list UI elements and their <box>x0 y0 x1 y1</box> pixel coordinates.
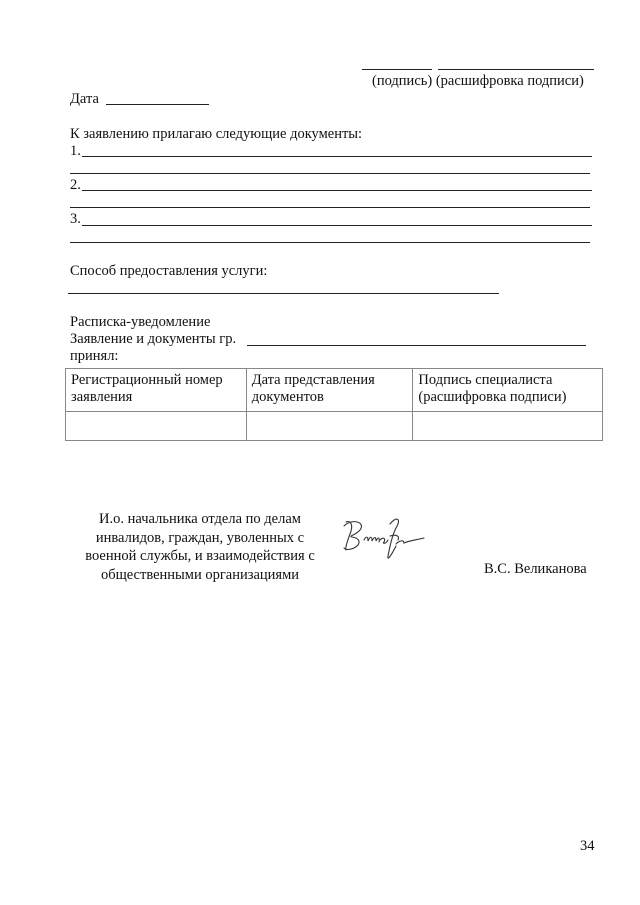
official-title: И.о. начальника отдела по делам инвалидов, граждан, уволенных с военной службы, и взаимодействия с общественными организациями <box>85 511 315 583</box>
service-method-line <box>68 293 499 294</box>
date-label: Дата <box>70 91 99 107</box>
table-header-cell: Дата представления документов <box>246 369 413 412</box>
service-method-label: Способ предоставления услуги: <box>70 263 268 279</box>
table-row <box>66 412 603 441</box>
attachment-number: 3. <box>70 211 81 227</box>
registration-table <box>65 368 603 441</box>
attachment-number: 2. <box>70 177 81 193</box>
receipt-title: Расписка-уведомление <box>70 314 211 330</box>
table-cell <box>246 412 413 441</box>
date-line <box>106 104 209 105</box>
signature-decode-line <box>438 69 594 70</box>
official-name: В.С. Великанова <box>484 561 587 577</box>
table-cell <box>413 412 603 441</box>
receipt-line-label: Заявление и документы гр. <box>70 331 237 347</box>
table-header-row <box>66 369 603 412</box>
handwritten-signature <box>338 510 430 566</box>
table-header-cell: Регистрационный номер заявления <box>66 369 247 412</box>
attachment-line <box>70 242 590 243</box>
page-number: 34 <box>580 838 595 854</box>
attachment-line <box>82 156 592 157</box>
attachment-line <box>82 190 592 191</box>
signature-caption: (подпись) (расшифровка подписи) <box>372 73 584 89</box>
attachments-title: К заявлению прилагаю следующие документы: <box>70 126 363 142</box>
table-cell <box>66 412 247 441</box>
attachment-line <box>70 173 590 174</box>
receipt-accepted: принял: <box>70 348 119 364</box>
attachment-number: 1. <box>70 143 81 159</box>
signature-line <box>362 69 432 70</box>
table-header-cell: Подпись специалиста (расшифровка подписи) <box>413 369 603 412</box>
receipt-name-line <box>247 345 586 346</box>
attachment-line <box>82 225 592 226</box>
attachment-line <box>70 207 590 208</box>
